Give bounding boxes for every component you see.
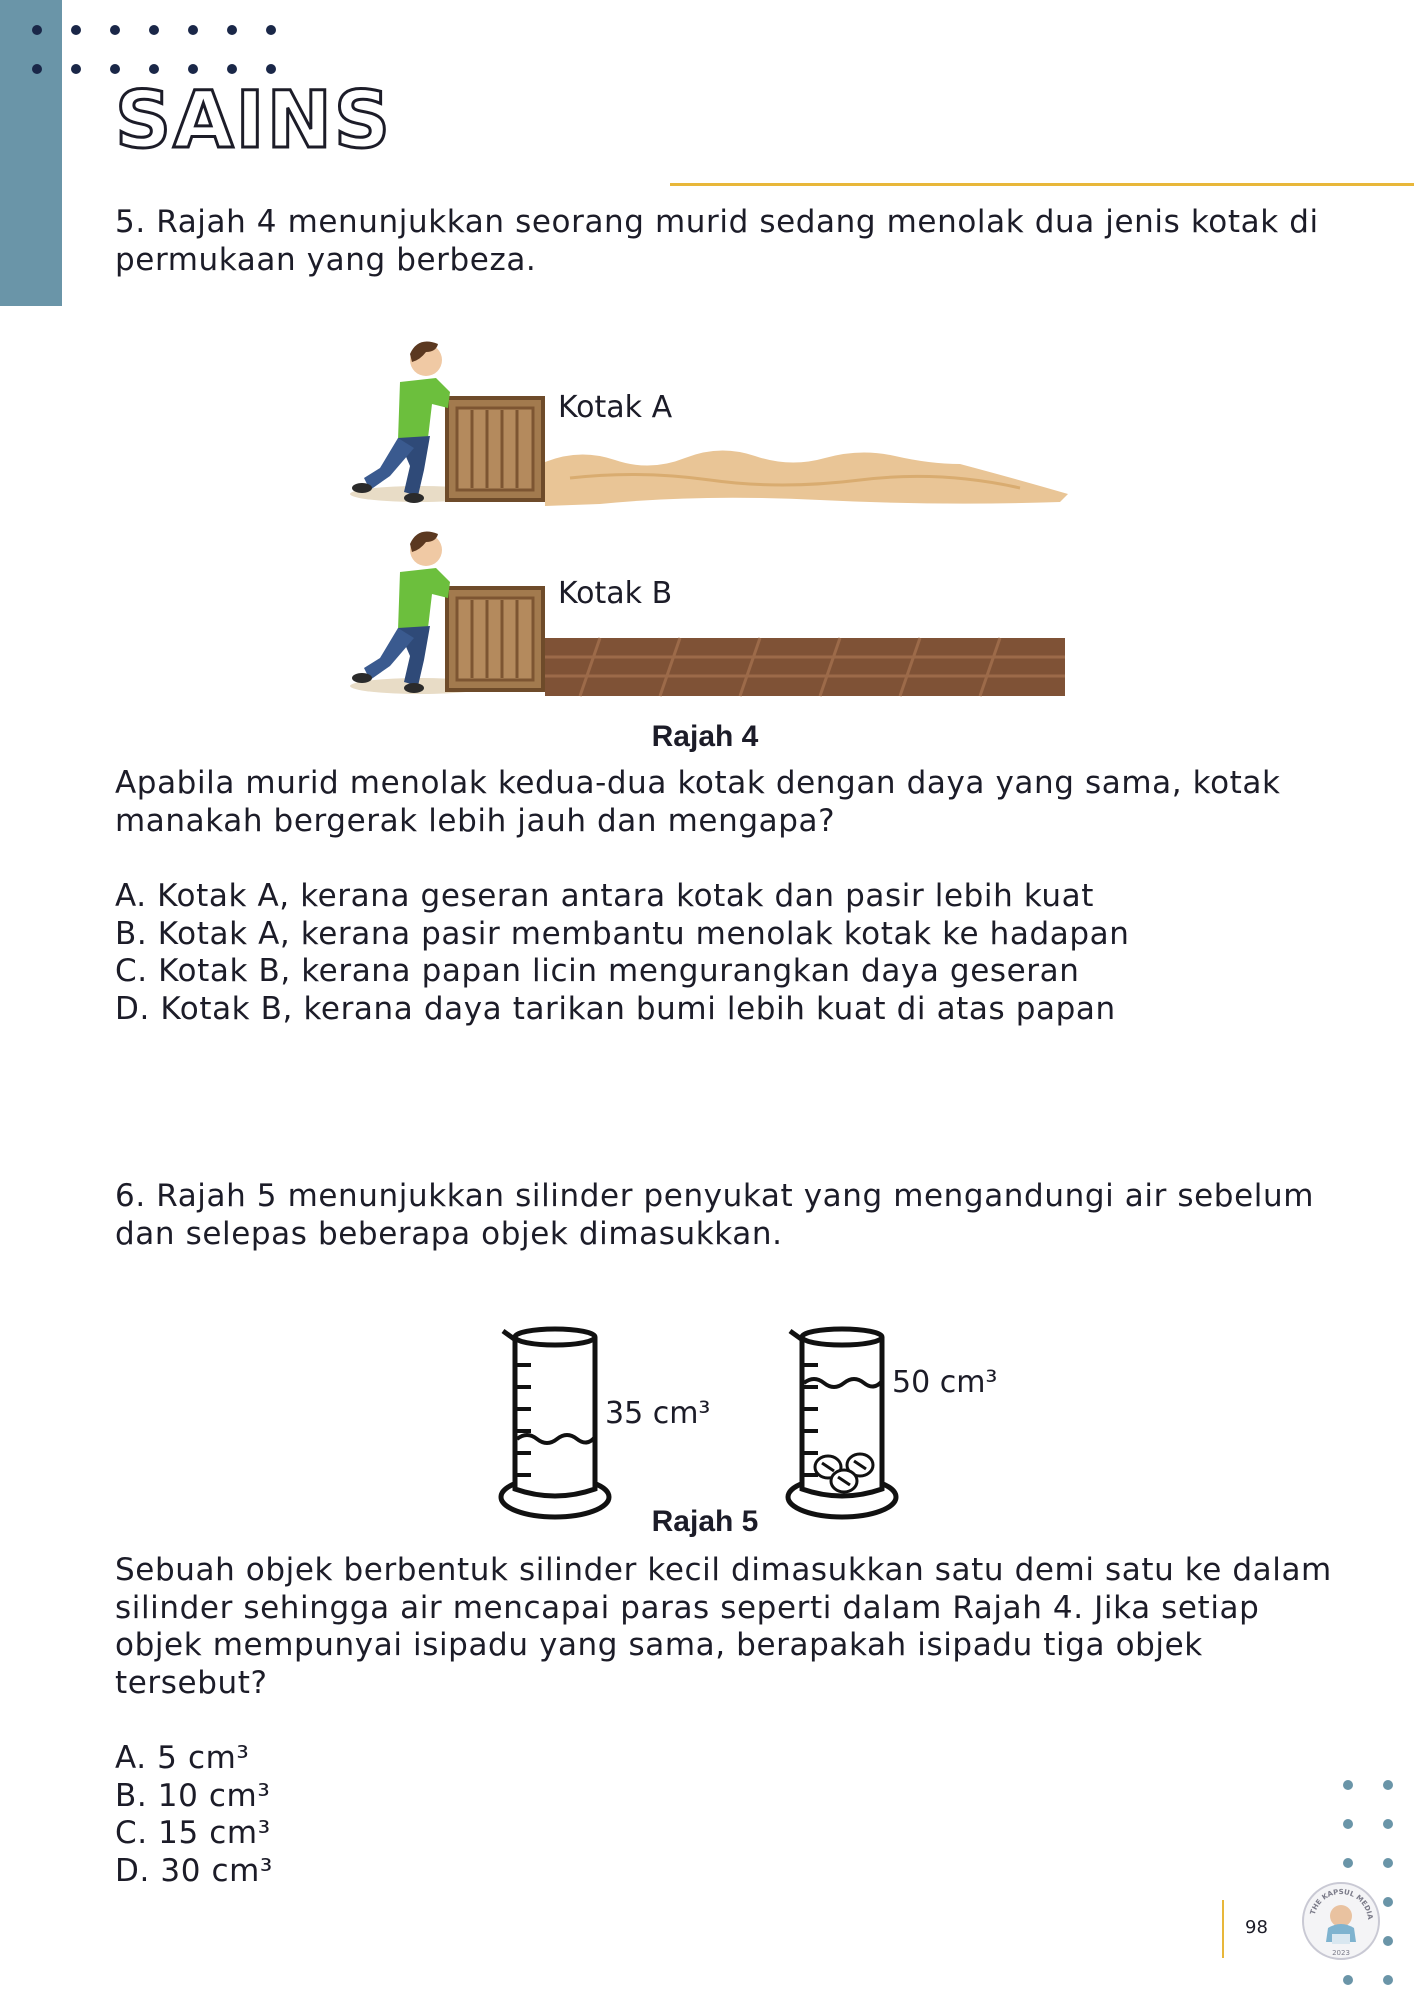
decor-dot bbox=[1383, 1819, 1393, 1829]
box-b bbox=[447, 588, 543, 690]
caption-rajah-4: Rajah 4 bbox=[651, 720, 759, 753]
decor-dot bbox=[110, 25, 120, 35]
option-5d: D. Kotak B, kerana daya tarikan bumi lebih kuat di atas papan bbox=[115, 990, 1116, 1027]
question-6-options bbox=[115, 1740, 1345, 1890]
decor-dot bbox=[1383, 1858, 1393, 1868]
volume-before-label: 35 cm³ bbox=[605, 1396, 711, 1431]
cylinder-before bbox=[501, 1329, 609, 1517]
decor-dot bbox=[266, 25, 276, 35]
header-rule bbox=[670, 183, 1414, 186]
option-6d: D. 30 cm³ bbox=[115, 1852, 273, 1889]
boy-b bbox=[352, 532, 450, 693]
question-5-options bbox=[115, 878, 1345, 1028]
box-a bbox=[447, 398, 543, 500]
svg-text:2023: 2023 bbox=[1332, 1949, 1350, 1957]
question-5-prompt: 5. Rajah 4 menunjukkan seorang murid sedang menolak dua jenis kotak di permukaan yang berbeza. bbox=[115, 204, 1319, 278]
decor-dot bbox=[149, 64, 159, 74]
caption-rajah-5: Rajah 5 bbox=[651, 1505, 759, 1538]
decor-dot bbox=[266, 64, 276, 74]
option-6b: B. 10 cm³ bbox=[115, 1777, 271, 1814]
figure-rajah-4 bbox=[340, 330, 1080, 710]
page-number: 98 bbox=[1245, 1917, 1268, 1938]
question-5-text: Apabila murid menolak kedua-dua kotak dengan daya yang sama, kotak manakah bergerak lebih jauh dan mengapa? bbox=[115, 765, 1281, 839]
decor-dot bbox=[71, 64, 81, 74]
publisher-logo bbox=[1300, 1880, 1382, 1962]
decor-dot bbox=[1343, 1975, 1353, 1985]
boy-a bbox=[352, 342, 450, 503]
volume-after-label: 50 cm³ bbox=[892, 1365, 998, 1400]
decor-dot bbox=[1383, 1897, 1393, 1907]
decor-dot bbox=[1383, 1780, 1393, 1790]
option-5b: B. Kotak A, kerana pasir membantu menolak kotak ke hadapan bbox=[115, 915, 1130, 952]
label-kotak-a: Kotak A bbox=[558, 390, 673, 425]
option-6a: A. 5 cm³ bbox=[115, 1740, 250, 1776]
question-6-prompt: 6. Rajah 5 menunjukkan silinder penyukat yang mengandungi air sebelum dan selepas beberapa objek dimasukkan. bbox=[115, 1178, 1315, 1252]
decor-dot bbox=[227, 25, 237, 35]
decor-dot bbox=[71, 25, 81, 35]
decor-dot bbox=[32, 25, 42, 35]
decor-dot bbox=[1383, 1975, 1393, 1985]
page-title: SAINS bbox=[115, 76, 393, 166]
option-6c: C. 15 cm³ bbox=[115, 1815, 271, 1851]
decor-dot bbox=[188, 64, 198, 74]
footer-rule bbox=[1222, 1900, 1224, 1958]
decor-dot bbox=[32, 64, 42, 74]
decor-dot bbox=[1383, 1936, 1393, 1946]
option-5c: C. Kotak B, kerana papan licin mengurangkan daya geseran bbox=[115, 953, 1080, 989]
svg-text:THE KAPSUL MEDIA: THE KAPSUL MEDIA bbox=[1308, 1887, 1375, 1921]
decor-dot bbox=[188, 25, 198, 35]
decor-dot bbox=[110, 64, 120, 74]
label-kotak-b: Kotak B bbox=[558, 576, 673, 611]
option-5a: A. Kotak A, kerana geseran antara kotak dan pasir lebih kuat bbox=[115, 878, 1095, 914]
side-accent-bar bbox=[0, 0, 62, 306]
question-6-text: Sebuah objek berbentuk silinder kecil dimasukkan satu demi satu ke dalam silinder sehingga air mencapai paras seperti dalam Rajah 4. Jika setiap objek mempunyai isipadu yang sama, berapakah isipadu tiga objek tersebut? bbox=[115, 1552, 1332, 1701]
decor-dot bbox=[227, 64, 237, 74]
decor-dot bbox=[149, 25, 159, 35]
